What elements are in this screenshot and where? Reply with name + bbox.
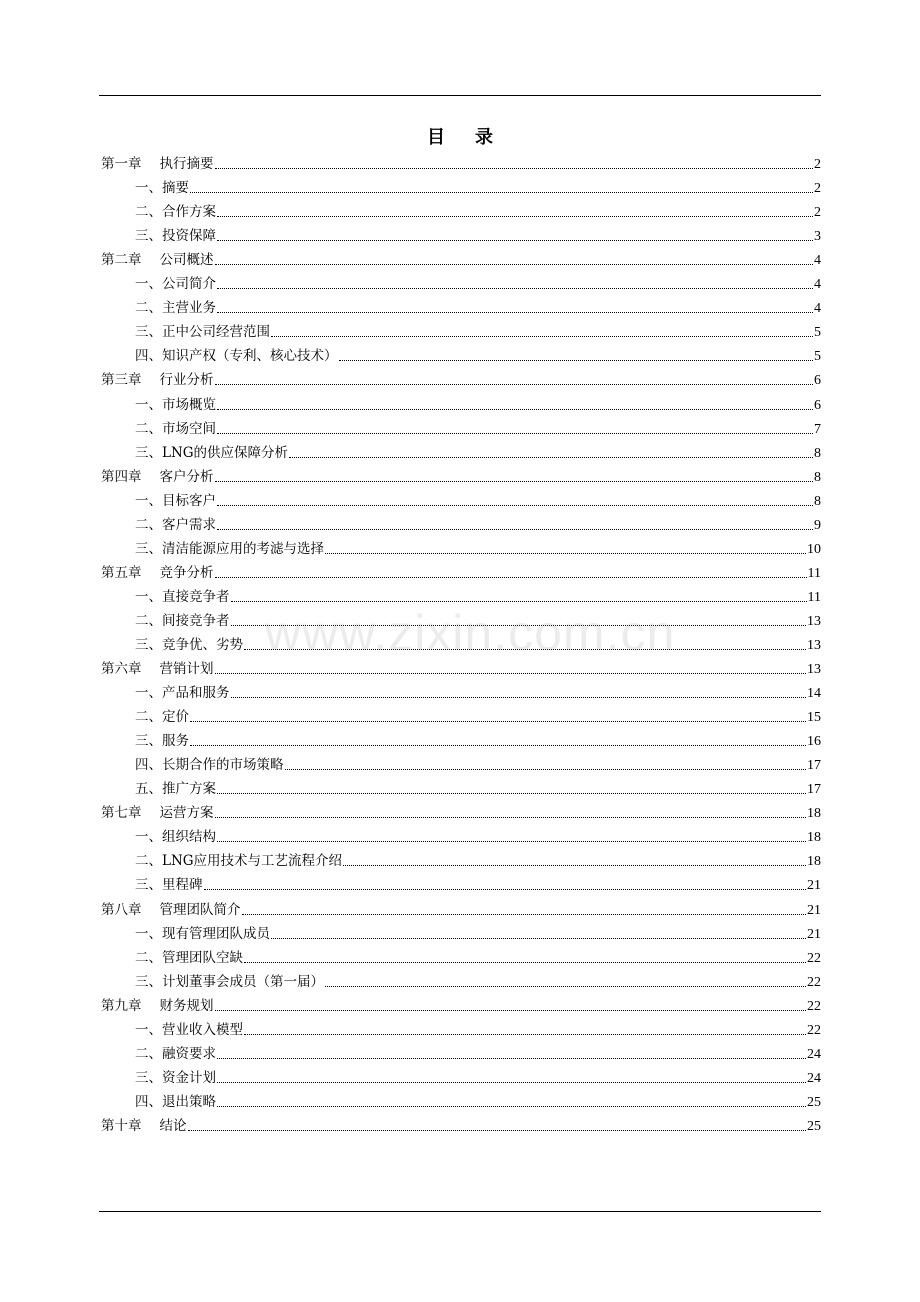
toc-entry-page-number: 8 <box>814 493 821 509</box>
toc-entry-label: 目标客户 <box>162 492 216 509</box>
toc-entry-page-number: 16 <box>807 734 821 750</box>
toc-dot-leader <box>190 192 813 193</box>
toc-entry-page-number: 2 <box>814 157 821 173</box>
toc-entry-number: 三、 <box>135 324 162 341</box>
toc-entry-number: 第十章 <box>101 1117 142 1134</box>
toc-dot-leader <box>215 384 814 385</box>
toc-entry-section[interactable] <box>101 536 821 560</box>
toc-dot-leader <box>244 649 806 650</box>
toc-entry-label: 摘要 <box>162 180 189 197</box>
toc-entry-section[interactable] <box>101 295 821 319</box>
toc-entry-chapter[interactable] <box>101 560 821 584</box>
toc-entry-number: 一、 <box>135 925 162 942</box>
toc-entry-number: 三、 <box>135 636 162 653</box>
toc-dot-leader <box>215 264 814 265</box>
toc-entry-section[interactable] <box>101 824 821 848</box>
toc-entry-label: 公司简介 <box>162 276 216 293</box>
toc-entry-number: 一、 <box>135 1021 162 1038</box>
toc-entry-section[interactable] <box>101 969 821 993</box>
toc-entry-number: 二、 <box>135 709 162 726</box>
toc-entry-page-number: 14 <box>807 686 821 702</box>
toc-entry-section[interactable] <box>101 1089 821 1113</box>
toc-dot-leader <box>217 505 813 506</box>
toc-entry-label: 客户分析 <box>159 468 214 485</box>
toc-entry-label: 行业分析 <box>159 372 214 389</box>
toc-dot-leader <box>244 962 806 963</box>
toc-entry-number: 二、 <box>135 949 162 966</box>
toc-dot-leader <box>231 601 807 602</box>
toc-entry-page-number: 8 <box>814 445 821 461</box>
toc-entry-number: 四、 <box>135 1093 162 1110</box>
toc-entry-label: 里程碑 <box>162 877 203 894</box>
toc-entry-number: 第五章 <box>101 564 142 581</box>
toc-entry-section[interactable] <box>101 1065 821 1089</box>
toc-dot-leader <box>217 288 813 289</box>
toc-entry-page-number: 7 <box>814 421 821 437</box>
toc-entry-number: 第八章 <box>101 901 142 918</box>
toc-entry-number: 一、 <box>135 276 162 293</box>
toc-entry-section[interactable] <box>101 391 821 415</box>
toc-entry-number: 第二章 <box>101 252 142 269</box>
table-of-contents <box>101 151 821 1137</box>
toc-dot-leader <box>215 168 814 169</box>
toc-entry-page-number: 24 <box>807 1046 821 1062</box>
toc-entry-number: 三、 <box>135 877 162 894</box>
toc-entry-page-number: 13 <box>807 637 821 653</box>
toc-entry-number: 第六章 <box>101 661 142 678</box>
toc-title-char-2: 录 <box>475 127 493 148</box>
toc-entry-number: 三、 <box>135 228 162 245</box>
toc-dot-leader <box>215 481 814 482</box>
toc-entry-label: 投资保障 <box>162 228 216 245</box>
toc-entry-number: 一、 <box>135 492 162 509</box>
toc-entry-page-number: 15 <box>807 710 821 726</box>
toc-dot-leader <box>217 312 813 313</box>
toc-entry-number: 一、 <box>135 180 162 197</box>
toc-entry-chapter[interactable] <box>101 151 821 175</box>
toc-entry-number: 二、 <box>135 204 162 221</box>
toc-entry-page-number: 11 <box>807 589 821 605</box>
toc-dot-leader <box>217 529 813 530</box>
toc-dot-leader <box>343 865 806 866</box>
toc-entry-chapter[interactable] <box>101 993 821 1017</box>
toc-dot-leader <box>271 336 813 337</box>
toc-entry-section[interactable] <box>101 752 821 776</box>
toc-dot-leader <box>188 1130 807 1131</box>
toc-entry-number: 第三章 <box>101 372 142 389</box>
toc-entry-label: 公司概述 <box>159 252 214 269</box>
toc-entry-label: 融资要求 <box>162 1045 216 1062</box>
toc-entry-label: 定价 <box>162 709 189 726</box>
toc-entry-page-number: 22 <box>807 998 821 1014</box>
header-rule <box>99 95 821 96</box>
toc-dot-leader <box>231 625 807 626</box>
toc-dot-leader <box>217 841 806 842</box>
toc-entry-label: 产品和服务 <box>162 685 230 702</box>
toc-entry-page-number: 5 <box>814 349 821 365</box>
toc-entry-page-number: 6 <box>814 373 821 389</box>
toc-entry-number: 一、 <box>135 588 162 605</box>
toc-entry-section[interactable] <box>101 440 821 464</box>
toc-entry-label: 竞争优、劣势 <box>162 636 243 653</box>
toc-entry-page-number: 17 <box>807 758 821 774</box>
toc-entry-label: 管理团队简介 <box>159 901 241 918</box>
toc-entry-section[interactable] <box>101 223 821 247</box>
toc-dot-leader <box>217 793 806 794</box>
toc-entry-page-number: 22 <box>807 974 821 990</box>
toc-entry-number: 三、 <box>135 444 162 461</box>
toc-entry-number: 第九章 <box>101 997 142 1014</box>
watermark: www.zixin.com.cn <box>264 605 676 661</box>
toc-entry-label: 计划董事会成员（第一届） <box>162 973 324 990</box>
toc-entry-label: 退出策略 <box>162 1093 216 1110</box>
toc-entry-section[interactable] <box>101 1041 821 1065</box>
toc-entry-page-number: 13 <box>807 662 821 678</box>
toc-entry-page-number: 22 <box>807 950 821 966</box>
toc-entry-label: LNG的供应保障分析 <box>162 444 289 461</box>
toc-entry-page-number: 2 <box>814 205 821 221</box>
toc-entry-label: 客户需求 <box>162 516 216 533</box>
toc-entry-page-number: 18 <box>807 830 821 846</box>
toc-dot-leader <box>215 577 807 578</box>
toc-entry-label: 直接竞争者 <box>162 588 230 605</box>
toc-dot-leader <box>231 697 807 698</box>
toc-entry-section[interactable] <box>101 584 821 608</box>
toc-entry-label: 资金计划 <box>162 1069 216 1086</box>
toc-dot-leader <box>217 1082 806 1083</box>
toc-entry-number: 三、 <box>135 733 162 750</box>
toc-entry-section[interactable] <box>101 488 821 512</box>
toc-entry-label: 清洁能源应用的考滤与选择 <box>162 540 324 557</box>
toc-entry-page-number: 11 <box>807 565 821 581</box>
toc-entry-page-number: 13 <box>807 613 821 629</box>
toc-entry-number: 第七章 <box>101 805 142 822</box>
toc-entry-chapter[interactable] <box>101 656 821 680</box>
toc-dot-leader <box>339 360 814 361</box>
toc-entry-number: 一、 <box>135 396 162 413</box>
toc-dot-leader <box>285 769 807 770</box>
toc-entry-page-number: 5 <box>814 325 821 341</box>
toc-entry-section[interactable] <box>101 608 821 632</box>
toc-entry-chapter[interactable] <box>101 247 821 271</box>
toc-entry-number: 二、 <box>135 300 162 317</box>
toc-entry-chapter[interactable] <box>101 896 821 920</box>
toc-entry-label: 运营方案 <box>159 805 214 822</box>
toc-entry-number: 三、 <box>135 1069 162 1086</box>
toc-entry-label: 合作方案 <box>162 204 216 221</box>
toc-entry-label: 营业收入模型 <box>162 1021 243 1038</box>
toc-entry-label: 间接竞争者 <box>162 612 230 629</box>
toc-entry-page-number: 21 <box>807 902 821 918</box>
toc-dot-leader <box>217 240 813 241</box>
toc-dot-leader <box>190 745 806 746</box>
toc-entry-chapter[interactable] <box>101 1113 821 1137</box>
toc-dot-leader <box>217 1058 806 1059</box>
toc-entry-number: 第一章 <box>101 156 142 173</box>
toc-entry-number: 五、 <box>135 781 162 798</box>
toc-dot-leader <box>271 938 806 939</box>
toc-title <box>0 126 920 150</box>
toc-entry-page-number: 4 <box>814 277 821 293</box>
toc-entry-page-number: 4 <box>814 301 821 317</box>
toc-dot-leader <box>190 721 806 722</box>
toc-entry-number: 二、 <box>135 1045 162 1062</box>
toc-entry-label: 市场概览 <box>162 396 216 413</box>
toc-entry-number: 第四章 <box>101 468 142 485</box>
toc-entry-page-number: 17 <box>807 782 821 798</box>
toc-dot-leader <box>217 409 813 410</box>
toc-entry-section[interactable] <box>101 271 821 295</box>
toc-entry-number: 四、 <box>135 757 162 774</box>
toc-entry-label: 知识产权（专利、核心技术） <box>162 348 338 365</box>
toc-entry-section[interactable] <box>101 199 821 223</box>
toc-entry-chapter[interactable] <box>101 800 821 824</box>
toc-entry-label: 财务规划 <box>159 997 214 1014</box>
toc-entry-label: 主营业务 <box>162 300 216 317</box>
toc-entry-label: LNG应用技术与工艺流程介绍 <box>162 853 343 870</box>
toc-entry-section[interactable] <box>101 680 821 704</box>
toc-entry-label: 组织结构 <box>162 829 216 846</box>
toc-entry-label: 管理团队空缺 <box>162 949 243 966</box>
toc-entry-label: 营销计划 <box>159 661 214 678</box>
toc-dot-leader <box>204 889 807 890</box>
toc-entry-page-number: 18 <box>807 854 821 870</box>
toc-entry-section[interactable] <box>101 319 821 343</box>
toc-dot-leader <box>325 986 806 987</box>
toc-entry-label: 长期合作的市场策略 <box>162 757 284 774</box>
toc-entry-section[interactable] <box>101 416 821 440</box>
toc-entry-label: 推广方案 <box>162 781 216 798</box>
toc-entry-label: 现有管理团队成员 <box>162 925 270 942</box>
toc-entry-section[interactable] <box>101 704 821 728</box>
toc-entry-label: 竞争分析 <box>159 564 214 581</box>
toc-entry-number: 一、 <box>135 829 162 846</box>
toc-dot-leader <box>242 914 807 915</box>
toc-entry-page-number: 24 <box>807 1070 821 1086</box>
toc-dot-leader <box>217 216 813 217</box>
toc-dot-leader <box>244 1034 806 1035</box>
toc-entry-number: 二、 <box>135 420 162 437</box>
toc-entry-label: 结论 <box>159 1117 187 1134</box>
toc-entry-page-number: 18 <box>807 806 821 822</box>
toc-entry-section[interactable] <box>101 728 821 752</box>
toc-dot-leader <box>215 673 807 674</box>
toc-entry-page-number: 25 <box>807 1118 821 1134</box>
toc-dot-leader <box>215 1010 807 1011</box>
toc-entry-section[interactable] <box>101 921 821 945</box>
toc-entry-section[interactable] <box>101 945 821 969</box>
toc-entry-chapter[interactable] <box>101 367 821 391</box>
toc-entry-label: 正中公司经营范围 <box>162 324 270 341</box>
toc-entry-section[interactable] <box>101 848 821 872</box>
toc-entry-section[interactable] <box>101 776 821 800</box>
toc-title-char-1: 目 <box>427 127 445 148</box>
toc-entry-page-number: 4 <box>814 253 821 269</box>
toc-entry-label: 市场空间 <box>162 420 216 437</box>
toc-entry-section[interactable] <box>101 872 821 896</box>
toc-dot-leader <box>217 1106 806 1107</box>
toc-entry-page-number: 6 <box>814 397 821 413</box>
toc-entry-page-number: 9 <box>814 517 821 533</box>
toc-entry-page-number: 21 <box>807 878 821 894</box>
toc-dot-leader <box>217 433 813 434</box>
toc-entry-section[interactable] <box>101 343 821 367</box>
toc-entry-section[interactable] <box>101 175 821 199</box>
toc-entry-number: 二、 <box>135 516 162 533</box>
toc-dot-leader <box>325 553 806 554</box>
toc-entry-page-number: 3 <box>814 229 821 245</box>
toc-entry-section[interactable] <box>101 632 821 656</box>
toc-entry-number: 二、 <box>135 612 162 629</box>
toc-entry-label: 服务 <box>162 733 189 750</box>
toc-entry-number: 三、 <box>135 540 162 557</box>
toc-entry-page-number: 2 <box>814 181 821 197</box>
toc-entry-number: 三、 <box>135 973 162 990</box>
toc-entry-label: 执行摘要 <box>159 156 214 173</box>
toc-entry-page-number: 22 <box>807 1022 821 1038</box>
toc-entry-section[interactable] <box>101 512 821 536</box>
toc-entry-number: 四、 <box>135 348 162 365</box>
toc-entry-page-number: 10 <box>807 541 821 557</box>
toc-dot-leader <box>215 817 807 818</box>
toc-entry-section[interactable] <box>101 1017 821 1041</box>
toc-entry-number: 一、 <box>135 685 162 702</box>
footer-rule <box>99 1211 821 1212</box>
toc-dot-leader <box>289 457 813 458</box>
toc-entry-number: 二、 <box>135 853 162 870</box>
toc-entry-page-number: 21 <box>807 926 821 942</box>
toc-entry-chapter[interactable] <box>101 464 821 488</box>
toc-entry-page-number: 8 <box>814 469 821 485</box>
toc-entry-page-number: 25 <box>807 1094 821 1110</box>
